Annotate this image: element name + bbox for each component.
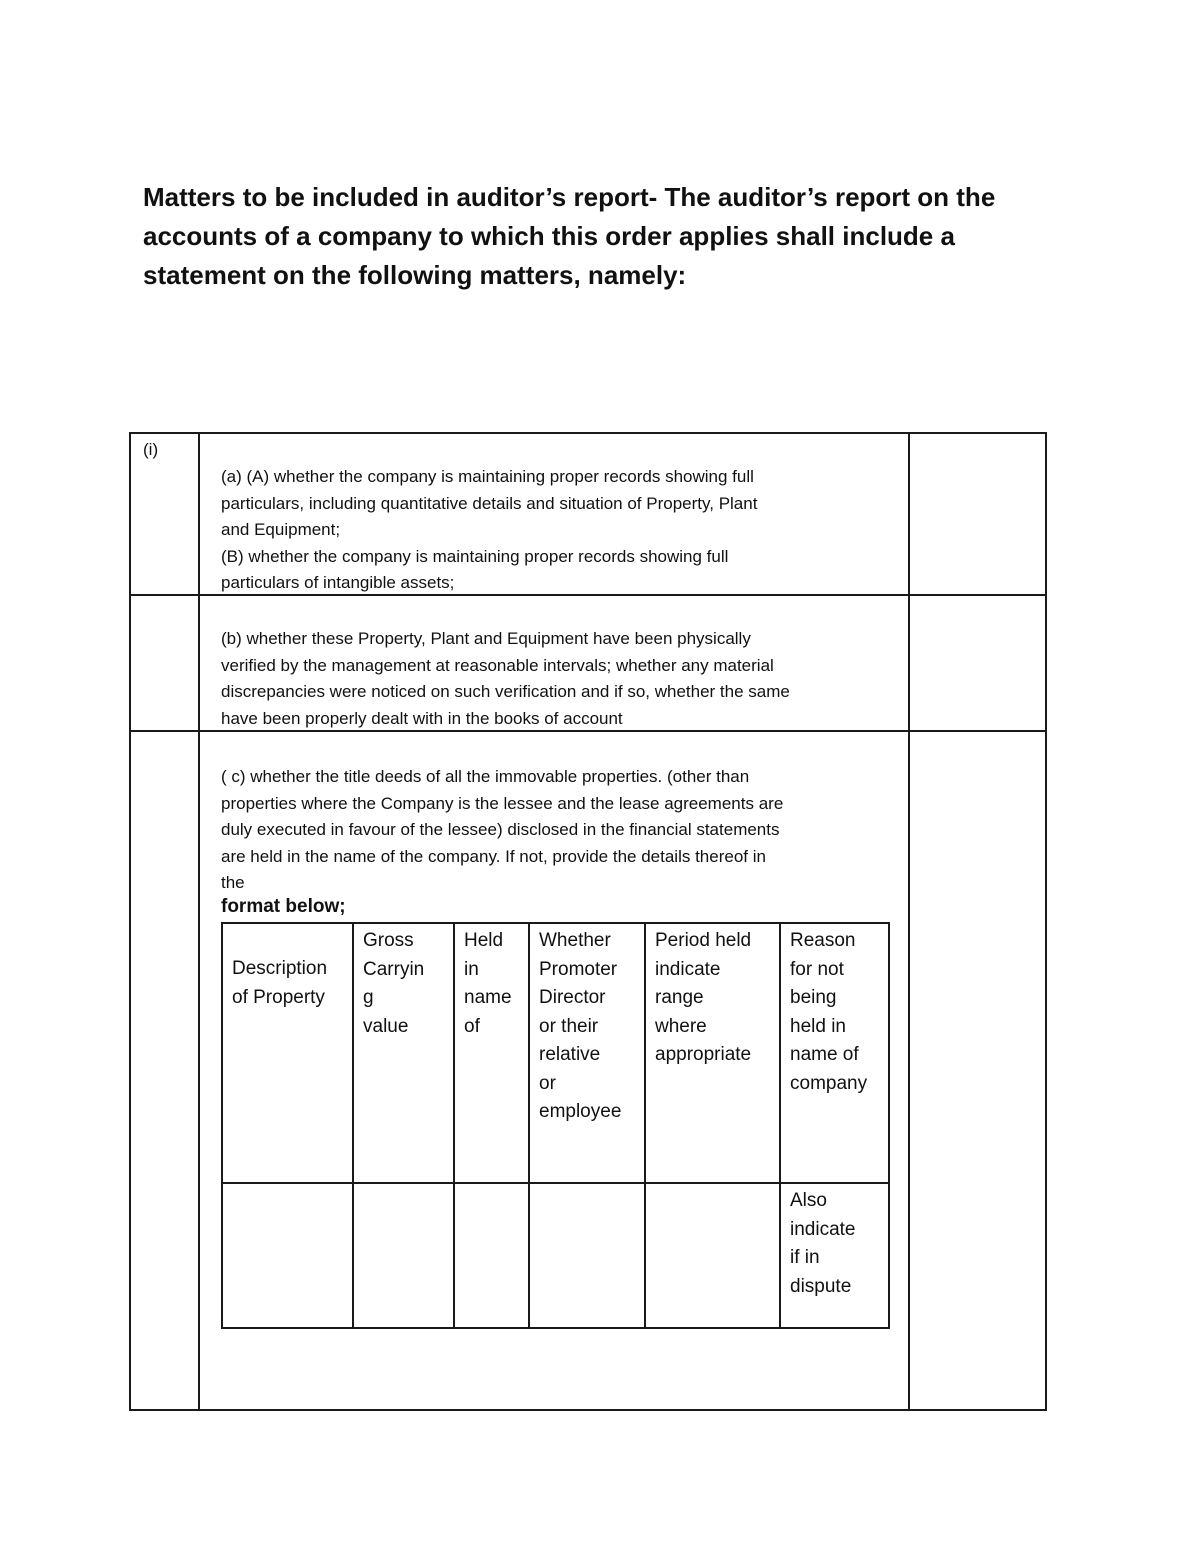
table-header-row (222, 923, 889, 1183)
table-cell-description (222, 1183, 353, 1328)
column-divider-remarks (908, 434, 910, 1409)
table-cell-period (645, 1183, 780, 1328)
table-cell-promoter (529, 1183, 645, 1328)
clause-number: (i) (143, 440, 159, 459)
table-row (222, 1183, 889, 1328)
order-clause-table (129, 432, 1047, 1411)
header-gross-carrying-value: Gross Carryin g value (353, 923, 454, 1183)
header-whether-promoter-director: Whether Promoter Director or their relative or employee (529, 923, 645, 1183)
document-heading: Matters to be included in auditor’s report- The auditor’s report on the accounts of a company to which this order applies shall include a statement on the following matters, namely: (143, 182, 996, 290)
clause-c-text: ( c) whether the title deeds of all the immovable properties. (other than properties where the Company is the lessee and the lease agreements are duly executed in favour of the lessee) disclosed in the financial statements are held in the name of the company. If not, provide the details thereof in the (221, 767, 784, 892)
table-cell-held-in-name (454, 1183, 529, 1328)
property-details-table (221, 922, 890, 1329)
format-label: format below; (221, 896, 346, 917)
clause-a-text: (a) (A) whether the company is maintaining proper records showing full particulars, including quantitative details and situation of Property, Plant and Equipment; (B) whether the company is maintaining proper records showing full particulars of intangible assets; (221, 467, 758, 592)
header-held-in-name-of: Held in name of (454, 923, 529, 1183)
table-cell-reason: Also indicate if in dispute (780, 1183, 889, 1328)
column-divider-number (198, 434, 200, 1409)
header-reason-not-held: Reason for not being held in name of company (780, 923, 889, 1183)
header-period-held: Period held indicate range where appropriate (645, 923, 780, 1183)
header-description-of-property: Description of Property (222, 923, 353, 1183)
table-cell-gross-value (353, 1183, 454, 1328)
clause-b-text: (b) whether these Property, Plant and Equipment have been physically verified by the management at reasonable intervals; whether any material discrepancies were noticed on such verification and if so, whether the same have been properly dealt with in the books of account (221, 629, 790, 728)
